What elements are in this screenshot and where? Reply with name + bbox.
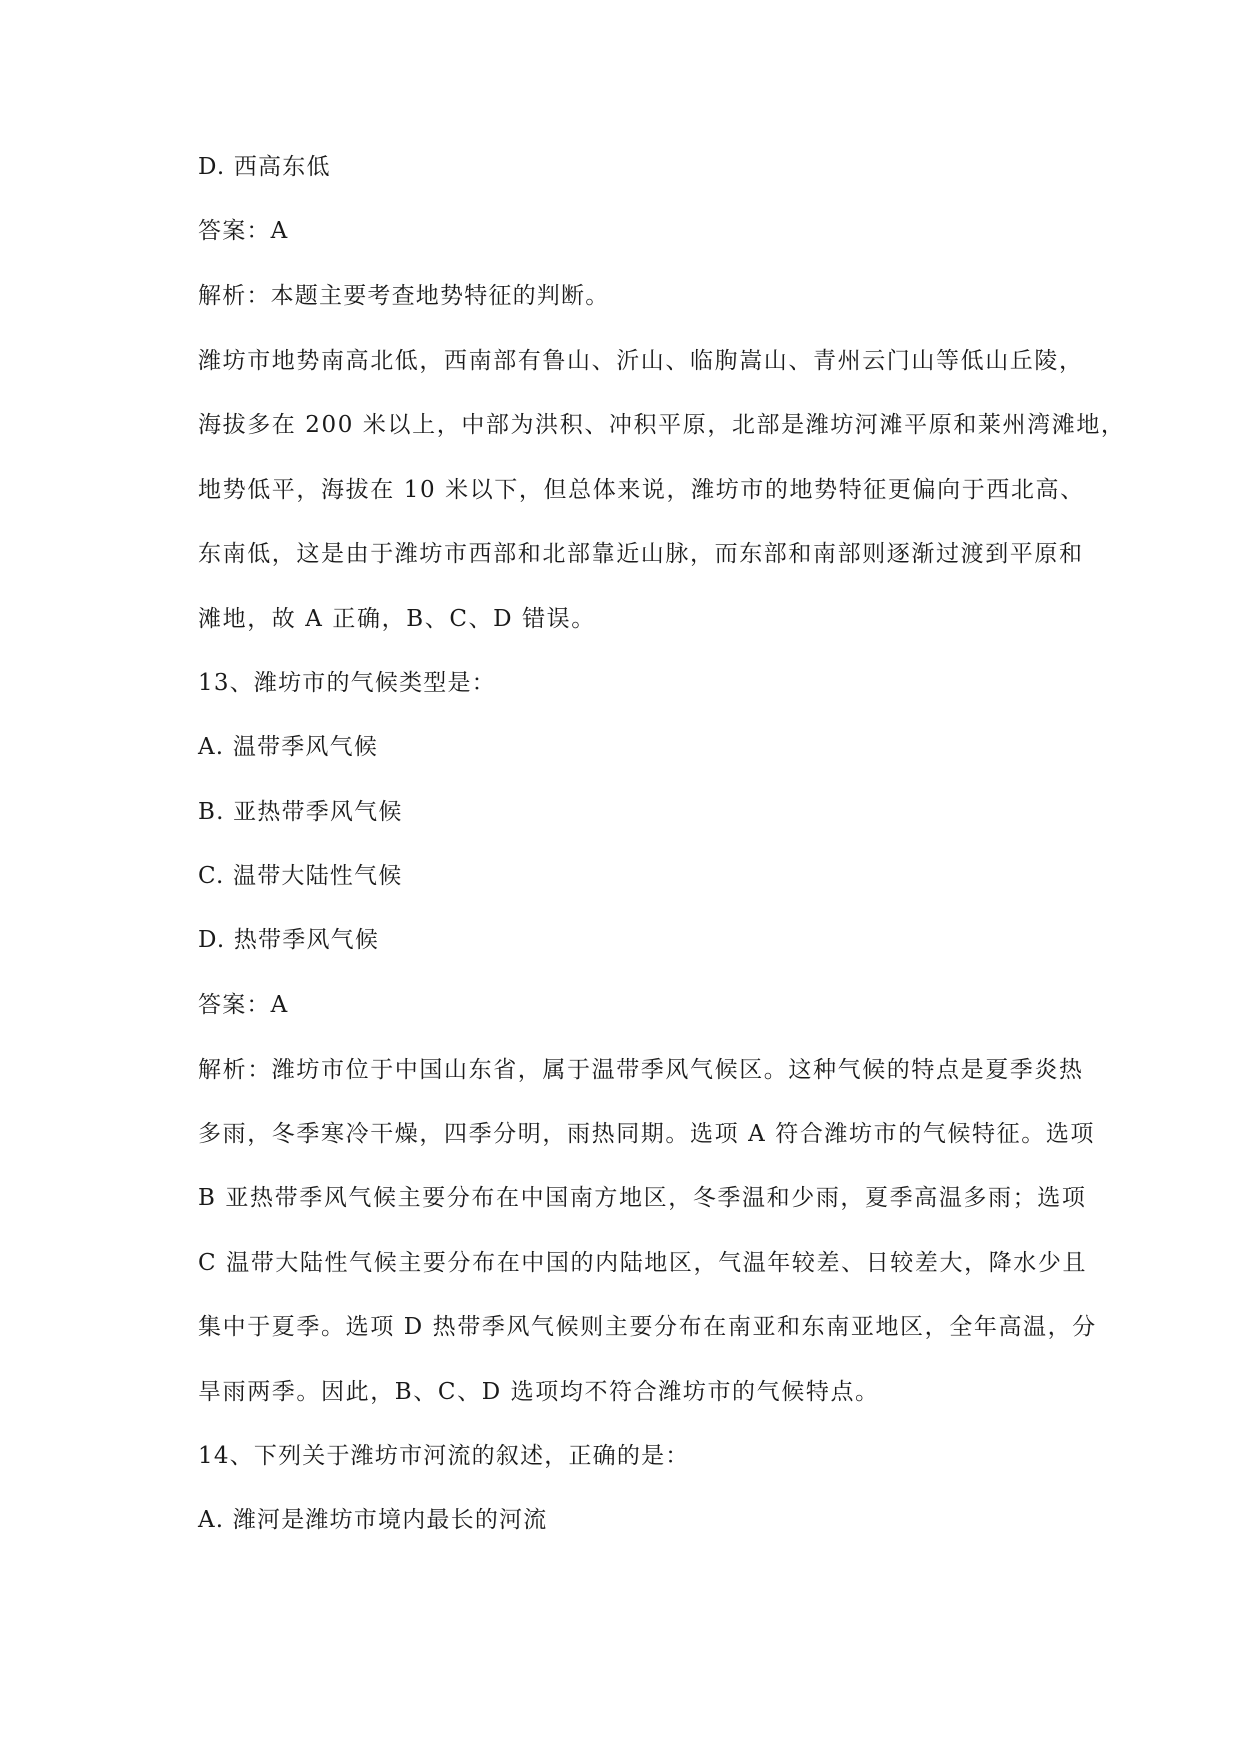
analysis-line: 东南低，这是由于潍坊市西部和北部靠近山脉，而东部和南部则逐渐过渡到平原和	[198, 541, 1084, 567]
analysis-line: 解析：潍坊市位于中国山东省，属于温带季风气候区。这种气候的特点是夏季炎热	[198, 1057, 1084, 1083]
q13-option-d: D. 热带季风气候	[198, 927, 380, 953]
analysis-line: 海拔多在 200 米以上，中部为洪积、冲积平原，北部是潍坊河滩平原和莱州湾滩地，	[198, 412, 1126, 438]
q13-option-a: A. 温带季风气候	[198, 734, 379, 760]
q13-question: 13、潍坊市的气候类型是：	[198, 670, 496, 696]
analysis-line: 潍坊市地势南高北低，西南部有鲁山、沂山、临朐嵩山、青州云门山等低山丘陵，	[198, 348, 1084, 374]
q14-question: 14、下列关于潍坊市河流的叙述，正确的是：	[198, 1443, 690, 1469]
q13-answer: 答案：A	[198, 992, 289, 1018]
q13-option-b: B. 亚热带季风气候	[198, 799, 403, 825]
analysis-line: B 亚热带季风气候主要分布在中国南方地区，冬季温和少雨，夏季高温多雨；选项	[198, 1185, 1087, 1211]
q13-option-c: C. 温带大陆性气候	[198, 863, 403, 889]
analysis-line: 旱雨两季。因此，B、C、D 选项均不符合潍坊市的气候特点。	[198, 1379, 880, 1405]
q12-option-d: D. 西高东低	[198, 154, 331, 180]
analysis-line: 地势低平，海拔在 10 米以下，但总体来说，潍坊市的地势特征更偏向于西北高、	[198, 477, 1085, 503]
analysis-line: 集中于夏季。选项 D 热带季风气候则主要分布在南亚和东南亚地区，全年高温，分	[198, 1314, 1097, 1340]
analysis-line: 滩地，故 A 正确，B、C、D 错误。	[198, 606, 596, 632]
q12-answer: 答案：A	[198, 218, 289, 244]
q12-analysis-title: 解析：本题主要考查地势特征的判断。	[198, 283, 610, 309]
analysis-line: 多雨，冬季寒冷干燥，四季分明，雨热同期。选项 A 符合潍坊市的气候特征。选项	[198, 1121, 1096, 1147]
analysis-line: C 温带大陆性气候主要分布在中国的内陆地区，气温年较差、日较差大，降水少且	[198, 1250, 1088, 1276]
q14-option-a: A. 潍河是潍坊市境内最长的河流	[198, 1507, 548, 1533]
